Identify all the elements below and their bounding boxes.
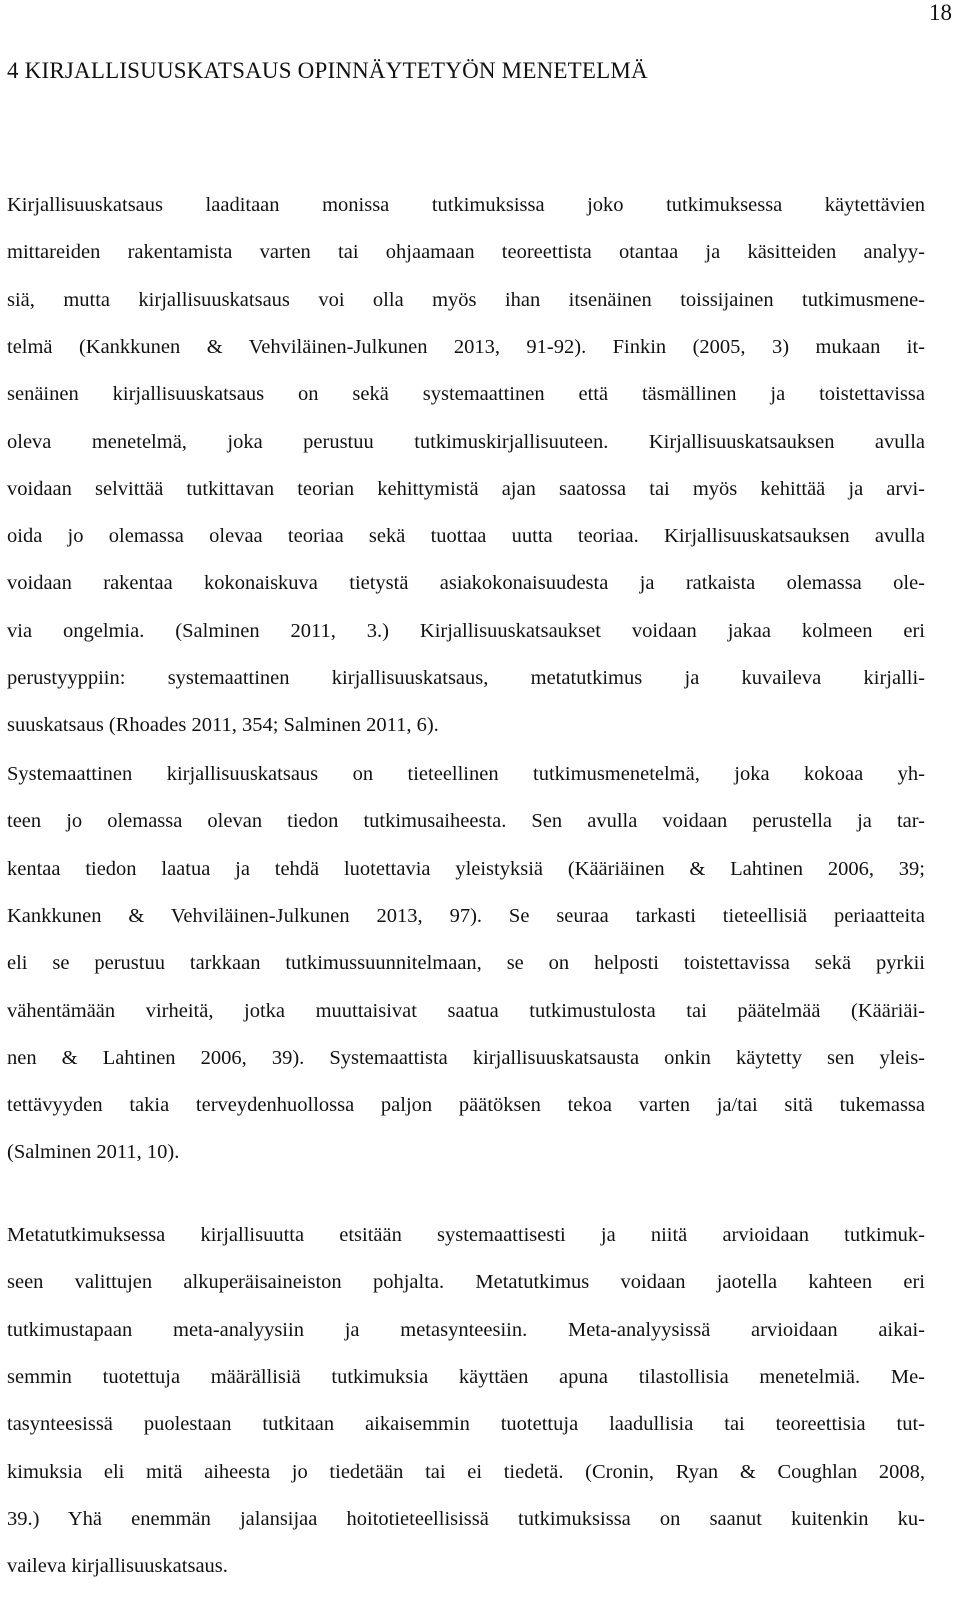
text-line: oleva menetelmä, joka perustuu tutkimuskirjallisuuteen. Kirjallisuuskatsauksen avulla xyxy=(7,430,925,453)
text-line: (Salminen 2011, 10). xyxy=(7,1141,180,1164)
text-line: suuskatsaus (Rhoades 2011, 354; Salminen 2011, 6). xyxy=(7,714,439,737)
chapter-heading: 4 KIRJALLISUUSKATSAUS OPINNÄYTETYÖN MENETELMÄ xyxy=(7,58,648,83)
text-line: voidaan rakentaa kokonaiskuva tietystä asiakokonaisuudesta ja ratkaista olemassa ole- xyxy=(7,572,925,595)
text-line: Metatutkimuksessa kirjallisuutta etsitään systemaattisesti ja niitä arvioidaan tutkimuk- xyxy=(7,1224,925,1246)
text-line: Kankkunen & Vehviläinen-Julkunen 2013, 97). Se seuraa tarkasti tieteellisiä periaatteita xyxy=(7,904,925,927)
text-line: tutkimustapaan meta-analyysiin ja metasynteesiin. Meta-analyysissä arvioidaan aikai- xyxy=(7,1318,925,1341)
text-line: tasynteesissä puolestaan tutkitaan aikaisemmin tuotettuja laadullisia tai teoreettisia tut- xyxy=(7,1413,925,1436)
text-line: senäinen kirjallisuuskatsaus on sekä systemaattinen että täsmällinen ja toistettavissa xyxy=(7,383,925,406)
text-line: kimuksia eli mitä aiheesta jo tiedetään tai ei tiedetä. (Cronin, Ryan & Coughlan 2008, xyxy=(7,1460,925,1483)
text-line: eli se perustuu tarkkaan tutkimussuunnitelmaan, se on helposti toistettavissa sekä pyrkii xyxy=(7,952,925,975)
text-line: siä, mutta kirjallisuuskatsaus voi olla myös ihan itsenäinen toissijainen tutkimusmene- xyxy=(7,288,925,311)
text-line: semmin tuotettuja määrällisiä tutkimuksia käyttäen apuna tilastollisia menetelmiä. Me- xyxy=(7,1365,925,1388)
text-line: seen valittujen alkuperäisaineiston pohjalta. Metatutkimus voidaan jaotella kahteen eri xyxy=(7,1271,925,1294)
text-line: perustyyppiin: systemaattinen kirjallisuuskatsaus, metatutkimus ja kuvaileva kirjalli- xyxy=(7,667,925,689)
text-line: nen & Lahtinen 2006, 39). Systemaattista kirjallisuuskatsausta onkin käytetty sen yleis- xyxy=(7,1046,925,1069)
text-line: mittareiden rakentamista varten tai ohjaamaan teoreettista otantaa ja käsitteiden analyy- xyxy=(7,241,925,264)
text-line: via ongelmia. (Salminen 2011, 3.) Kirjallisuuskatsaukset voidaan jakaa kolmeen eri xyxy=(7,619,925,642)
text-line: vaileva kirjallisuuskatsaus. xyxy=(7,1555,228,1578)
text-line: voidaan selvittää tutkittavan teorian kehittymistä ajan saatossa tai myös kehittää ja arvi- xyxy=(7,477,925,500)
page-number: 18 xyxy=(929,0,952,25)
text-line: Systemaattinen kirjallisuuskatsaus on tieteellinen tutkimusmenetelmä, joka kokoaa yh- xyxy=(7,763,925,785)
text-line: teen jo olemassa olevan tiedon tutkimusaiheesta. Sen avulla voidaan perustella ja tar- xyxy=(7,810,925,833)
text-line: Kirjallisuuskatsaus laaditaan monissa tutkimuksissa joko tutkimuksessa käytettävien xyxy=(7,194,925,216)
text-line: oida jo olemassa olevaa teoriaa sekä tuottaa uutta teoriaa. Kirjallisuuskatsauksen avulla xyxy=(7,525,925,548)
text-line: kentaa tiedon laatua ja tehdä luotettavia yleistyksiä (Kääriäinen & Lahtinen 2006, 39; xyxy=(7,857,925,880)
text-line: telmä (Kankkunen & Vehviläinen-Julkunen 2013, 91-92). Finkin (2005, 3) mukaan it- xyxy=(7,335,925,358)
text-line: 39.) Yhä enemmän jalansijaa hoitotieteellisissä tutkimuksissa on saanut kuitenkin ku- xyxy=(7,1507,925,1530)
text-line: tettävyyden takia terveydenhuollossa paljon päätöksen tekoa varten ja/tai sitä tukemassa xyxy=(7,1094,925,1117)
text-line: vähentämään virheitä, jotka muuttaisivat saatua tutkimustulosta tai päätelmää (Kääriäi- xyxy=(7,999,925,1022)
